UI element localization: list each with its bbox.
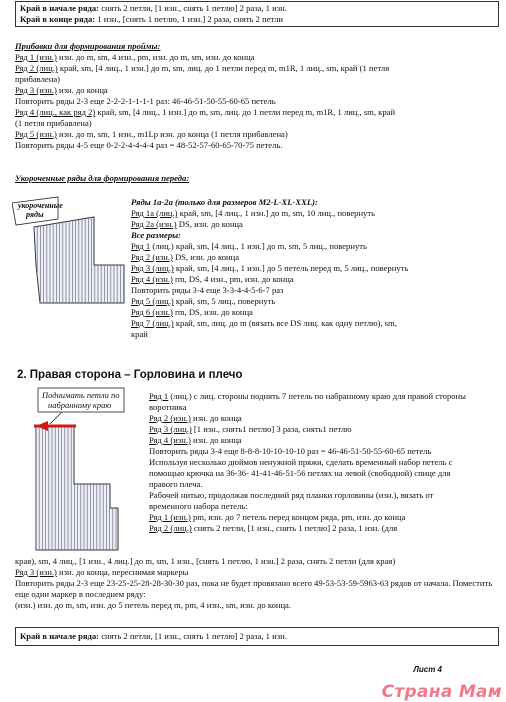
- short-rows-heading-block: [15, 173, 499, 184]
- neckline-diagram: [14, 386, 142, 558]
- armhole-section: [15, 41, 499, 151]
- armhole-row-1: Ряд 1 (изн.) изн. до m, sm, 4 изн., pm, изн. до m, sm, изн. до конца: [15, 52, 255, 62]
- page-number: Лист 4: [413, 665, 442, 674]
- shoulder-row-2: Ряд 2 (лиц.) снять 2 петли, [1 изн., снять 1 петлю] 2 раза, 1 изн. (для: [149, 523, 398, 533]
- short-rows-subheading-2: Все размеры:: [131, 230, 181, 240]
- section-2-full: [15, 556, 499, 611]
- edge-end-line: Край в конце ряда: 1 изн., [снять 1 петлю, 1 изн.] 2 раза, снять 2 петли: [20, 14, 283, 24]
- short-row-4: Ряд 4 (изн.) rm, DS, 4 изн., pm, изн. до конца: [131, 274, 294, 284]
- last-marker-row: (изн.) изн. до m, sm, изн. до 5 петель перед m, pm, 4 изн., sm, изн. до конца.: [15, 600, 292, 610]
- short-row-7: Ряд 7 (лиц.) край, sm, лиц. до m (вязать все DS лиц. как одну петлю), sm,: [131, 318, 397, 328]
- short-rows-diagram-label: укороченные ряды: [18, 201, 63, 219]
- short-row-2a: Ряд 2а (изн.) DS, изн. до конца: [131, 219, 243, 229]
- short-row-1a: Ряд 1а (лиц.) край, sm, [4 лиц., 1 изн.] до m, sm, 10 лиц., повернуть: [131, 208, 376, 218]
- short-rows-text: [131, 197, 499, 340]
- short-row-7-cont: край: [131, 329, 148, 339]
- armhole-heading: Прибавки для формирования проймы:: [15, 41, 161, 51]
- short-row-1: Ряд 1 (лиц.) край, sm, [4 лиц., 1 изн.] до m, sm, 5 лиц., повернуть: [131, 241, 367, 251]
- watermark-logo: Страна Мам: [381, 682, 502, 702]
- provisional-cast-on: Используя несколько дюймов ненужной пряжи, сделать временный набор петель с помощью крючка на 36-36- 41-41-46-51-56 петлях на левой (свободной) спице для правого плеча.: [149, 457, 453, 489]
- armhole-row-4-cont: (1 петля прибавлена): [15, 118, 92, 128]
- bottom-edge-line: Край в начале ряда: снять 2 петли, [1 изн., снять 1 петлю] 2 раза, 1 изн.: [20, 631, 287, 641]
- top-edge-box: [15, 1, 499, 27]
- short-row-6: Ряд 6 (изн.) rm, DS, изн. до конца: [131, 307, 253, 317]
- working-yarn-para: Рабочей нитью, продолжая последний ряд планки горловины (изн.), вязать от временного набора петель:: [149, 490, 434, 511]
- armhole-row-2: Ряд 2 (лиц.) край, sm, [4 лиц., 1 изн.] до m, sm, лиц. до 1 петли перед m, m1R, 1 лиц., sm, край (1 петля: [15, 63, 390, 73]
- neck-repeat: Повторить ряды 3-4 еще 8-8-8-10-10-10-10 раз = 46-46-51-50-55-60-65 петель: [149, 446, 432, 456]
- shoulder-row-3: Ряд 3 (изн.) изн. до конца, переснимая маркеры: [15, 567, 189, 577]
- armhole-row-3: Ряд 3 (изн.) изн. до конца: [15, 85, 108, 95]
- short-rows-subheading-1: Ряды 1а-2а (только для размеров M2-L-XL-XXL):: [131, 197, 318, 207]
- short-rows-diagram: [12, 195, 130, 315]
- section-2-heading: 2. Правая сторона – Горловина и плечо: [17, 369, 243, 381]
- armhole-repeat-1: Повторить ряды 2-3 еще 2-2-2-1-1-1-1 раз: 46-46-51-50-55-60-65 петель: [15, 96, 276, 106]
- neck-row-4: Ряд 4 (изн.) изн. до конца: [149, 435, 242, 445]
- armhole-row-2-cont: прибавлена): [15, 74, 61, 84]
- neckline-diagram-label: Поднимать петли по набранному краю: [42, 390, 120, 410]
- bottom-edge-box: [15, 627, 499, 646]
- shoulder-row-1: Ряд 1 (изн.) pm, изн. до 7 петель перед концом ряда, pm, изн. до конца: [149, 512, 406, 522]
- pickup-row-1: Ряд 1 (лиц.) с лиц. стороны поднять 7 петель по набранному краю для правой стороны воротника: [149, 391, 466, 412]
- short-row-3: Ряд 3 (лиц.) край, sm, [4 лиц., 1 изн.] до 5 петель перед m, 5 лиц., повернуть: [131, 263, 409, 273]
- neck-row-3: Ряд 3 (лиц.) [1 изн., снять1 петлю] 3 раза, снять1 петлю: [149, 424, 352, 434]
- armhole-row-5: Ряд 5 (изн.) изн. до m, sm, 1 изн., m1Lp изн. до конца (1 петля прибавлена): [15, 129, 288, 139]
- short-row-5: Ряд 5 (лиц.) край, sm, 5 лиц., повернуть: [131, 296, 276, 306]
- short-row-2: Ряд 2 (изн.) DS, изн. до конца: [131, 252, 240, 262]
- shoulder-repeat: Повторить ряды 2-3 еще 23-25-25-28-28-30-30 раз, пока не будет провязано всего 49-53-53-59-5963-63 рядов от начала. Поместить еще один маркер в последнем ряду:: [15, 578, 493, 599]
- short-rows-heading: Укороченные ряды для формирования переда:: [15, 173, 190, 183]
- armhole-repeat-2: Повторить ряды 4-5 еще 0-2-2-4-4-4-4 раз = 48-52-57-60-65-70-75 петель.: [15, 140, 283, 150]
- short-rows-repeat: Повторить ряды 3-4 еще 3-3-4-4-5-6-7 раз: [131, 285, 284, 295]
- section-2-column: [149, 391, 473, 534]
- shoulder-row-2-cont: края), sm, 4 лиц., [1 изн., 4 лиц.] до m, sm, 1 изн., [снять 1 петлю, 1 изн.] 2 раза, снять 2 петли (для края): [15, 556, 396, 566]
- edge-start-line: Край в начале ряда: снять 2 петли, [1 изн., снять 1 петлю] 2 раза, 1 изн.: [20, 3, 287, 13]
- neck-row-2: Ряд 2 (изн.) изн. до конца: [149, 413, 242, 423]
- armhole-row-4: Ряд 4 (лиц., как ряд 2) край, sm, [4 лиц., 1 изн.] до m, sm, лиц. до 1 петли перед m, m1R, 1 лиц., sm, край: [15, 107, 396, 117]
